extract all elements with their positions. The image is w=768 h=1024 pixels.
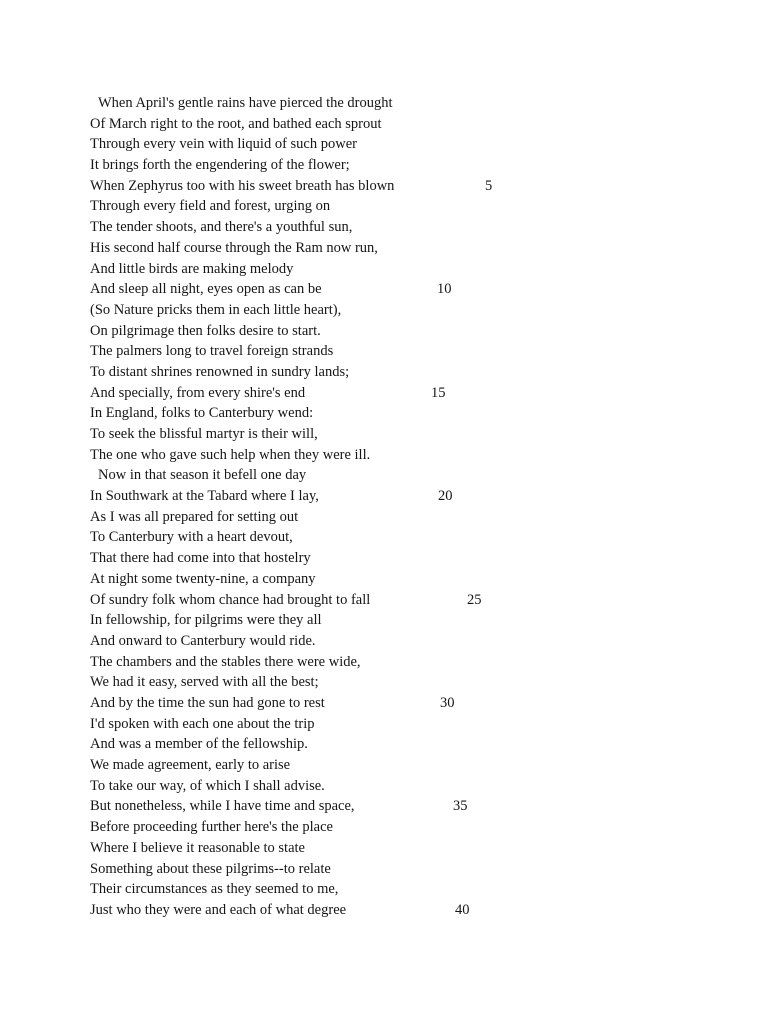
poem-line-text: And was a member of the fellowship. — [90, 736, 308, 753]
poem-line — [0, 507, 768, 528]
poem-line — [0, 134, 768, 155]
poem-line-text: We had it easy, served with all the best; — [90, 674, 319, 691]
line-number: 30 — [440, 695, 455, 711]
poem-line — [0, 714, 768, 735]
poem-line — [0, 259, 768, 280]
line-number: 35 — [453, 798, 468, 815]
poem-line — [0, 341, 768, 362]
poem-line-text: Just who they were and each of what degree — [90, 901, 347, 918]
poem-line — [0, 590, 768, 611]
poem-line-text: And little birds are making melody — [90, 260, 294, 277]
poem-line-text: The one who gave such help when they were ill. — [90, 446, 371, 463]
poem-line-text: When April's gentle rains have pierced the drought — [98, 95, 393, 111]
poem-line — [0, 569, 768, 590]
poem-line-text: To seek the blissful martyr is their will, — [90, 426, 318, 443]
poem-line-text: We made agreement, early to arise — [90, 757, 291, 774]
poem-line — [0, 776, 768, 797]
poem-line-text: On pilgrimage then folks desire to start. — [90, 322, 321, 339]
poem-line — [0, 755, 768, 776]
poem-line-text: Of March right to the root, and bathed each sprout — [90, 115, 382, 132]
poem-line — [0, 403, 768, 424]
poem-line-text: Their circumstances as they seemed to me, — [90, 881, 339, 898]
line-number: 20 — [438, 488, 453, 505]
poem-line — [0, 859, 768, 880]
poem-line-text: Through every vein with liquid of such power — [90, 136, 357, 153]
poem-line-text: At night some twenty-nine, a company — [90, 570, 316, 587]
poem-line — [0, 196, 768, 217]
poem-line-text: The chambers and the stables there were wide, — [90, 653, 361, 670]
poem-line-text: Of sundry folk whom chance had brought to fall — [90, 591, 371, 608]
poem-line — [0, 631, 768, 652]
poem-line — [0, 693, 768, 714]
line-number: 40 — [455, 901, 470, 918]
poem-line-text: To distant shrines renowned in sundry lands; — [90, 363, 350, 380]
poem-line-text: To Canterbury with a heart devout, — [90, 529, 293, 546]
poem-line — [0, 424, 768, 445]
poem-line-text: And onward to Canterbury would ride. — [90, 632, 316, 649]
poem-line — [0, 900, 768, 921]
poem-line-text: In fellowship, for pilgrims were they all — [90, 612, 322, 629]
poem-line-text: And sleep all night, eyes open as can be — [90, 281, 322, 298]
poem-line — [0, 652, 768, 673]
poem-line-text: The tender shoots, and there's a youthful sun, — [90, 219, 353, 236]
poem-line — [0, 93, 768, 114]
line-number: 15 — [431, 384, 446, 401]
poem-line — [0, 879, 768, 900]
poem-line-text: I'd spoken with each one about the trip — [90, 715, 315, 732]
poem-line-text: And by the time the sun had gone to rest — [90, 695, 325, 711]
poem-line-text: The palmers long to travel foreign strands — [90, 343, 334, 360]
poem-line — [0, 445, 768, 466]
poem-line-text: Where I believe it reasonable to state — [90, 839, 305, 856]
poem-line — [0, 610, 768, 631]
poem-line — [0, 527, 768, 548]
line-number: 25 — [467, 591, 482, 608]
poem-line — [0, 114, 768, 135]
poem-line-text: (So Nature pricks them in each little heart), — [90, 301, 342, 318]
poem-line-text: As I was all prepared for setting out — [90, 508, 299, 525]
poem-line — [0, 486, 768, 507]
poem-line-text: Through every field and forest, urging on — [90, 198, 331, 215]
line-number: 5 — [485, 177, 493, 194]
line-number: 10 — [437, 281, 452, 298]
poem-line-text: To take our way, of which I shall advise. — [90, 777, 325, 794]
poem-line-text: It brings forth the engendering of the flower; — [90, 157, 350, 174]
poem-line — [0, 734, 768, 755]
poem-line — [0, 300, 768, 321]
poem-line — [0, 362, 768, 383]
poem-line — [0, 321, 768, 342]
poem-line-text: In Southwark at the Tabard where I lay, — [90, 488, 319, 505]
poem-line-text: And specially, from every shire's end — [90, 384, 306, 401]
poem-line-text: That there had come into that hostelry — [90, 550, 311, 567]
poem-line-text: When Zephyrus too with his sweet breath has blown — [90, 177, 395, 194]
poem-line — [0, 796, 768, 817]
poem-line — [0, 155, 768, 176]
poem-line — [0, 383, 768, 404]
poem-line — [0, 238, 768, 259]
poem-line — [0, 176, 768, 197]
poem-line — [0, 217, 768, 238]
poem-line — [0, 672, 768, 693]
poem-line-text: But nonetheless, while I have time and space, — [90, 798, 355, 815]
poem-line — [0, 279, 768, 300]
poem-line — [0, 548, 768, 569]
poem-line — [0, 465, 768, 486]
poem-line-text: Now in that season it befell one day — [98, 467, 307, 484]
poem-line-text: His second half course through the Ram now run, — [90, 239, 378, 256]
poem-line-text: Before proceeding further here's the place — [90, 819, 333, 836]
poem-line-text: Something about these pilgrims--to relate — [90, 860, 331, 877]
poem-line — [0, 817, 768, 838]
poem-line-text: In England, folks to Canterbury wend: — [90, 405, 314, 422]
poem-line — [0, 838, 768, 859]
